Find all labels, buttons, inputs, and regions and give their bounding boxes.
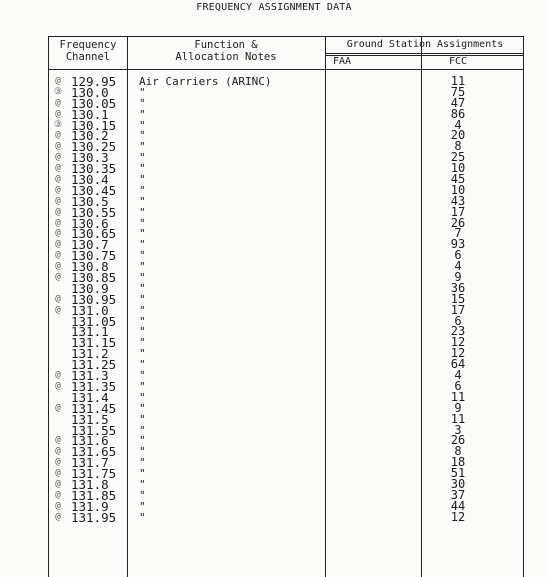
frequency-cell: 130.4	[71, 172, 109, 188]
row-marker: @	[55, 130, 61, 141]
allocation-note-cell: "	[139, 238, 146, 252]
table-row	[49, 411, 523, 427]
allocation-note-cell: "	[139, 227, 146, 241]
table-row	[49, 357, 523, 373]
allocation-note-cell: "	[139, 107, 146, 121]
table-row	[49, 389, 523, 405]
fcc-assignment-cell: 11	[450, 411, 466, 426]
table-row	[49, 128, 523, 144]
frequency-cell: 131.7	[71, 455, 109, 471]
frequency-cell: 131.25	[71, 357, 117, 373]
row-marker: @	[55, 239, 61, 250]
header-text: Allocation Notes	[175, 51, 277, 63]
fcc-assignment-cell: 17	[450, 204, 466, 219]
row-marker: @	[55, 511, 61, 522]
page-title: FREQUENCY ASSIGNMENT DATA	[196, 2, 352, 13]
fcc-assignment-cell: 43	[450, 193, 466, 208]
allocation-note-cell: "	[139, 499, 146, 513]
frequency-cell: 131.75	[71, 466, 117, 482]
allocation-note-cell: "	[139, 205, 146, 219]
fcc-assignment-cell: 26	[450, 215, 466, 230]
frequency-cell: 131.2	[71, 346, 109, 362]
fcc-assignment-cell: 45	[450, 172, 466, 187]
row-marker: @	[55, 468, 61, 479]
allocation-note-cell: "	[139, 445, 146, 459]
row-marker: @	[55, 174, 61, 185]
frequency-cell: 131.9	[71, 498, 109, 514]
fcc-header: FCC	[448, 56, 468, 67]
table-row	[49, 368, 523, 384]
allocation-note-cell: "	[139, 456, 146, 470]
fcc-assignment-cell: 12	[450, 335, 466, 350]
frequency-cell: 130.3	[71, 150, 109, 166]
row-marker: @	[55, 217, 61, 228]
frequency-cell: 131.85	[71, 487, 117, 503]
table-row	[49, 237, 523, 253]
fcc-assignment-cell: 12	[450, 509, 466, 524]
fcc-assignment-cell: 10	[450, 182, 466, 197]
frequency-cell: 131.5	[71, 411, 109, 427]
frequency-cell: 131.0	[71, 302, 109, 318]
allocation-note-cell: "	[139, 271, 146, 285]
row-marker: @	[55, 261, 61, 272]
allocation-note-cell: "	[139, 369, 146, 383]
row-marker: @	[55, 402, 61, 413]
allocation-note-cell: "	[139, 390, 146, 404]
row-marker: @	[55, 489, 61, 500]
frequency-cell: 130.0	[71, 84, 109, 100]
frequency-cell: 130.5	[71, 193, 109, 209]
row-marker: @	[55, 184, 61, 195]
frequency-cell: 130.1	[71, 106, 109, 122]
allocation-note-cell: "	[139, 488, 146, 502]
fcc-assignment-cell: 25	[450, 150, 466, 165]
fcc-assignment-cell: 36	[450, 280, 466, 295]
allocation-note-cell: "	[139, 173, 146, 187]
allocation-note-cell: "	[139, 194, 146, 208]
allocation-note-cell: "	[139, 401, 146, 415]
frequency-cell: 131.65	[71, 444, 117, 460]
header-text: Channel	[65, 51, 111, 63]
frequency-cell: 130.75	[71, 248, 117, 264]
row-marker: @	[55, 478, 61, 489]
table-row	[49, 248, 523, 264]
table-row	[49, 215, 523, 231]
allocation-note-cell: "	[139, 379, 146, 393]
fcc-assignment-cell: 6	[454, 248, 462, 263]
row-marker: ③	[53, 86, 63, 97]
allocation-note-cell: "	[139, 151, 146, 165]
fcc-assignment-cell: 10	[450, 161, 466, 176]
fcc-assignment-cell: 11	[450, 74, 466, 88]
fcc-assignment-cell: 18	[450, 455, 466, 470]
allocation-note-cell: "	[139, 467, 146, 481]
allocation-note-cell: "	[139, 140, 146, 154]
row-marker: @	[55, 304, 61, 315]
frequency-cell: 130.65	[71, 226, 117, 242]
header-text: Function &	[194, 39, 258, 51]
header-divider	[49, 69, 523, 70]
frequency-cell: 130.25	[71, 139, 117, 155]
row-marker: @	[55, 97, 61, 108]
fcc-assignment-cell: 37	[450, 487, 466, 502]
fcc-assignment-cell: 4	[454, 117, 462, 132]
fcc-assignment-cell: 6	[454, 313, 462, 328]
frequency-cell: 130.45	[71, 182, 117, 198]
fcc-assignment-cell: 64	[450, 357, 466, 372]
fcc-assignment-cell: 47	[450, 95, 466, 110]
fcc-assignment-cell: 93	[450, 237, 466, 252]
fcc-assignment-cell: 8	[454, 444, 462, 459]
allocation-note-cell: "	[139, 292, 146, 306]
fcc-assignment-cell: 44	[450, 498, 466, 513]
row-marker: @	[55, 228, 61, 239]
allocation-note-cell: "	[139, 216, 146, 230]
frequency-cell: 130.6	[71, 215, 109, 231]
row-marker: @	[55, 272, 61, 283]
row-marker: @	[55, 435, 61, 446]
allocation-note-cell: "	[139, 358, 146, 372]
row-marker: @	[55, 446, 61, 457]
table-row	[49, 106, 523, 122]
allocation-note-cell: "	[139, 423, 146, 437]
frequency-cell: 131.8	[71, 476, 109, 492]
fcc-assignment-cell: 6	[454, 378, 462, 393]
allocation-note-cell: "	[139, 347, 146, 361]
fcc-assignment-cell: 17	[450, 302, 466, 317]
fcc-assignment-cell: 86	[450, 106, 466, 121]
row-marker: @	[55, 206, 61, 217]
frequency-cell: 130.05	[71, 95, 117, 111]
table-row	[49, 259, 523, 275]
allocation-note-cell: "	[139, 249, 146, 263]
frequency-cell: 130.85	[71, 270, 117, 286]
allocation-note-cell: "	[139, 510, 146, 524]
frequency-cell: 131.3	[71, 368, 109, 384]
row-marker: @	[55, 500, 61, 511]
fcc-assignment-cell: 75	[450, 84, 466, 99]
row-marker: @	[55, 250, 61, 261]
frequency-cell: 130.35	[71, 161, 117, 177]
fcc-assignment-cell: 20	[450, 128, 466, 143]
row-marker: @	[55, 293, 61, 304]
ground-station-header: Ground Station Assignments	[346, 39, 504, 50]
table-row	[49, 433, 523, 449]
header-text: Frequency	[59, 39, 117, 51]
row-marker: @	[55, 380, 61, 391]
frequency-cell: 131.1	[71, 324, 109, 340]
allocation-note-cell: "	[139, 183, 146, 197]
allocation-note-cell: "	[139, 162, 146, 176]
allocation-note-cell: "	[139, 118, 146, 132]
row-marker: @	[55, 195, 61, 206]
fcc-assignment-cell: 51	[450, 466, 466, 481]
fcc-assignment-cell: 9	[454, 400, 462, 415]
allocation-note-cell: "	[139, 477, 146, 491]
allocation-note-cell: "	[139, 434, 146, 448]
row-marker: @	[55, 163, 61, 174]
freq-channel-header	[51, 39, 125, 63]
row-marker: @	[55, 108, 61, 119]
frequency-cell: 131.95	[71, 509, 117, 525]
frequency-cell: 130.95	[71, 291, 117, 307]
row-marker: @	[55, 152, 61, 163]
frequency-cell: 130.15	[71, 117, 117, 133]
fcc-assignment-cell: 4	[454, 259, 462, 274]
frequency-cell: 131.15	[71, 335, 117, 351]
allocation-note-cell: "	[139, 129, 146, 143]
function-header	[129, 39, 323, 63]
frequency-cell: 131.05	[71, 313, 117, 329]
allocation-note-cell: Air Carriers (ARINC)	[139, 75, 272, 88]
allocation-note-cell: "	[139, 412, 146, 426]
fcc-assignment-cell: 15	[450, 291, 466, 306]
frequency-cell: 130.7	[71, 237, 109, 253]
allocation-note-cell: "	[139, 96, 146, 110]
row-marker: @	[55, 457, 61, 468]
frequency-table	[48, 36, 524, 577]
row-marker: ③	[53, 119, 63, 130]
allocation-note-cell: "	[139, 260, 146, 274]
table-row	[49, 509, 523, 525]
fcc-assignment-cell: 30	[450, 476, 466, 491]
subheader-divider	[325, 53, 523, 54]
frequency-cell: 131.55	[71, 422, 117, 438]
allocation-note-cell: "	[139, 314, 146, 328]
frequency-cell: 131.4	[71, 389, 109, 405]
frequency-cell: 130.8	[71, 259, 109, 275]
fcc-assignment-cell: 8	[454, 139, 462, 154]
subheader-divider	[325, 55, 523, 56]
frequency-cell: 131.45	[71, 400, 117, 416]
frequency-cell: 129.95	[71, 74, 117, 89]
allocation-note-cell: "	[139, 325, 146, 339]
frequency-cell: 130.9	[71, 280, 109, 296]
fcc-assignment-cell: 11	[450, 389, 466, 404]
frequency-cell: 131.6	[71, 433, 109, 449]
frequency-cell: 131.35	[71, 378, 117, 394]
allocation-note-cell: "	[139, 85, 146, 99]
allocation-note-cell: "	[139, 281, 146, 295]
fcc-assignment-cell: 7	[454, 226, 462, 241]
fcc-assignment-cell: 4	[454, 368, 462, 383]
table-row	[49, 302, 523, 318]
row-marker: @	[55, 76, 61, 86]
fcc-assignment-cell: 12	[450, 346, 466, 361]
table-body	[49, 76, 523, 523]
allocation-note-cell: "	[139, 303, 146, 317]
frequency-cell: 130.2	[71, 128, 109, 144]
fcc-assignment-cell: 26	[450, 433, 466, 448]
allocation-note-cell: "	[139, 336, 146, 350]
faa-header: FAA	[333, 56, 352, 67]
fcc-assignment-cell: 9	[454, 270, 462, 285]
row-marker: @	[55, 370, 61, 381]
fcc-assignment-cell: 23	[450, 324, 466, 339]
frequency-cell: 130.55	[71, 204, 117, 220]
row-marker: @	[55, 141, 61, 152]
fcc-assignment-cell: 3	[454, 422, 462, 437]
